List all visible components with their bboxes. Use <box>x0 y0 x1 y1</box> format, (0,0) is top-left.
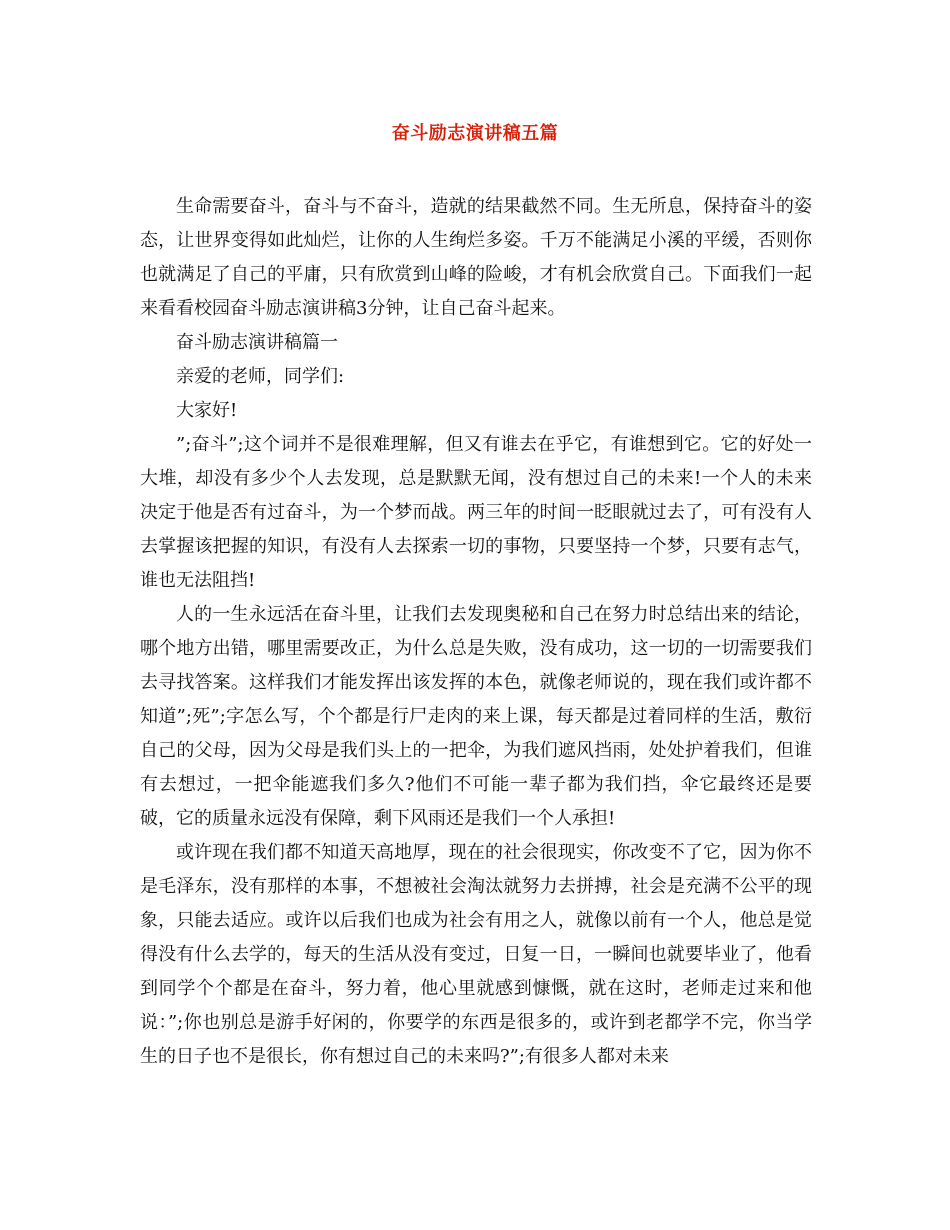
body-paragraph: 人的一生永远活在奋斗里，让我们去发现奥秘和自己在努力时总结出来的结论，哪个地方出错，哪里需要改正，为什么总是失败，没有成功，这一切的一切需要我们去寻找答案。这样我们才能发挥出该发挥的本色，就像老师说的，现在我们或许都不知道”;死”;字怎么写，个个都是行尸走肉的来上课，每天都是过着同样的生活，敷衍自己的父母，因为父母是我们头上的一把伞，为我们遮风挡雨，处处护着我们，但谁有去想过，一把伞能遮我们多久?他们不可能一辈子都为我们挡，伞它最终还是要破，它的质量永远没有保障，剩下风雨还是我们一个人承担! <box>140 604 812 829</box>
body-paragraph: 或许现在我们都不知道天高地厚，现在的社会很现实，你改变不了它，因为你不是毛泽东，没有那样的本事，不想被社会淘汰就努力去拼搏，社会是充满不公平的现象，只能去适应。或许以后我们也成为社会有用之人，就像以前有一个人，他总是觉得没有什么去学的，每天的生活从没有变过，日复一日，一瞬间也就要毕业了，他看到同学个个都是在奋斗，努力着，他心里就感到慷慨，就在这时，老师走过来和他说：”;你也别总是游手好闲的，你要学的东西是很多的，或许到老都学不完，你当学生的日子也不是很长，你有想过自己的未来吗?”;有很多人都对未来 <box>140 842 812 1067</box>
section-heading: 奋斗励志演讲稿篇一 <box>176 332 338 353</box>
salutation: 亲爱的老师，同学们: <box>176 366 345 387</box>
document-body <box>140 190 812 1074</box>
intro-paragraph: 生命需要奋斗，奋斗与不奋斗，造就的结果截然不同。生无所息，保持奋斗的姿态，让世界变得如此灿烂，让你的人生绚烂多姿。千万不能满足小溪的平缓，否则你也就满足了自己的平庸，只有欣赏到山峰的险峻，才有机会欣赏自己。下面我们一起来看看校园奋斗励志演讲稿3分钟，让自己奋斗起来。 <box>140 196 812 319</box>
body-paragraph: ”;奋斗”;这个词并不是很难理解，但又有谁去在乎它，有谁想到它。它的好处一大堆，却没有多少个人去发现，总是默默无闻，没有想过自己的未来!一个人的未来决定于他是否有过奋斗，为一个梦而战。两三年的时间一眨眼就过去了，可有没有人去掌握该把握的知识，有没有人去探索一切的事物，只要坚持一个梦，只要有志气，谁也无法阻挡! <box>140 434 812 591</box>
document-title: 奋斗励志演讲稿五篇 <box>391 123 559 144</box>
greeting: 大家好! <box>176 400 238 421</box>
